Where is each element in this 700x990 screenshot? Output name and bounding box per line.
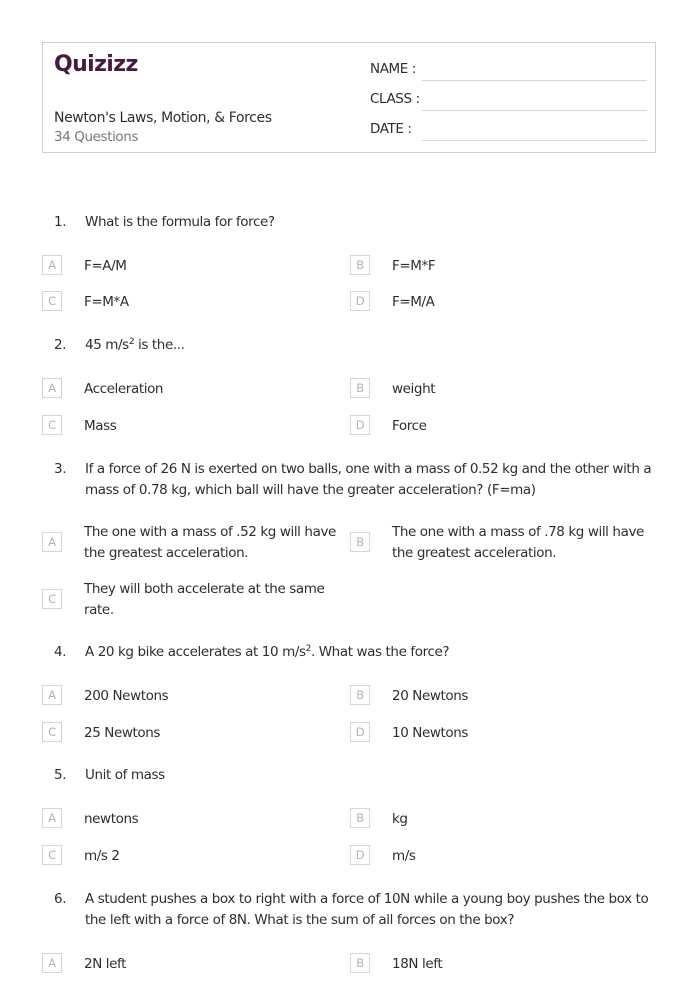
question-text: What is the formula for force? bbox=[85, 214, 275, 230]
option-text: The one with a mass of .52 kg will have the greatest acceleration. bbox=[84, 524, 336, 561]
question-text: Unit of mass bbox=[85, 767, 165, 783]
question-number: 5. bbox=[54, 767, 67, 783]
option-letter-box: A bbox=[42, 953, 62, 973]
option-text: F=M*F bbox=[392, 258, 436, 274]
option-letter-box: A bbox=[42, 685, 62, 705]
option-text: 2N left bbox=[84, 956, 127, 972]
option-text: F=A/M bbox=[84, 258, 127, 274]
question-number: 1. bbox=[54, 214, 67, 230]
worksheet-title: Newton's Laws, Motion, & Forces bbox=[54, 110, 272, 126]
option-letter-box: A bbox=[42, 808, 62, 828]
option-letter-box: D bbox=[350, 845, 370, 865]
option-text: 200 Newtons bbox=[84, 688, 169, 704]
option-letter-box: C bbox=[42, 722, 62, 742]
option-text: 20 Newtons bbox=[392, 688, 469, 704]
option-text: m/s bbox=[392, 848, 416, 864]
name-line bbox=[422, 80, 647, 81]
question-text: A student pushes a box to right with a force of 10N while a young boy pushes the box to the left with a force of 8N. What is the sum of all forces on the box? bbox=[85, 891, 649, 928]
question-text: If a force of 26 N is exerted on two balls, one with a mass of 0.52 kg and the other with a mass of 0.78 kg, which ball will have the greater acceleration? (F=ma) bbox=[85, 461, 652, 498]
option-text: m/s 2 bbox=[84, 848, 120, 864]
option-letter-box: D bbox=[350, 722, 370, 742]
class-label: CLASS : bbox=[370, 91, 420, 107]
option-letter-box: B bbox=[350, 378, 370, 398]
option-text: They will both accelerate at the same rate. bbox=[84, 581, 325, 618]
option-text: 25 Newtons bbox=[84, 725, 161, 741]
option-letter-box: A bbox=[42, 255, 62, 275]
worksheet-header bbox=[42, 42, 656, 153]
option-letter-box: B bbox=[350, 685, 370, 705]
class-line bbox=[422, 110, 647, 111]
option-text: Force bbox=[392, 418, 427, 434]
option-letter-box: B bbox=[350, 808, 370, 828]
question-number: 2. bbox=[54, 337, 67, 353]
date-label: DATE : bbox=[370, 121, 412, 137]
name-field bbox=[370, 59, 647, 81]
option-letter-box: B bbox=[350, 953, 370, 973]
option-text: Mass bbox=[84, 418, 117, 434]
option-text: kg bbox=[392, 811, 408, 827]
option-letter-box: C bbox=[42, 589, 62, 609]
option-text: 18N left bbox=[392, 956, 443, 972]
quizizz-logo: Quizizz bbox=[54, 52, 138, 77]
option-letter-box: C bbox=[42, 845, 62, 865]
option-letter-box: C bbox=[42, 291, 62, 311]
question-text: A 20 kg bike accelerates at 10 $m/s^2$. What was the force? bbox=[85, 644, 450, 660]
option-text: newtons bbox=[84, 811, 139, 827]
date-line bbox=[422, 140, 647, 141]
option-letter-box: D bbox=[350, 415, 370, 435]
option-letter-box: A bbox=[42, 532, 62, 552]
class-field bbox=[370, 89, 647, 111]
option-text: 10 Newtons bbox=[392, 725, 469, 741]
option-text: F=M*A bbox=[84, 294, 129, 310]
option-letter-box: D bbox=[350, 291, 370, 311]
option-text: F=M/A bbox=[392, 294, 435, 310]
option-text: weight bbox=[392, 381, 436, 397]
option-text: The one with a mass of .78 kg will have the greatest acceleration. bbox=[392, 524, 644, 561]
question-count: 34 Questions bbox=[54, 129, 139, 145]
question-number: 4. bbox=[54, 644, 67, 660]
option-letter-box: B bbox=[350, 532, 370, 552]
question-number: 3. bbox=[54, 461, 67, 477]
option-letter-box: C bbox=[42, 415, 62, 435]
option-letter-box: B bbox=[350, 255, 370, 275]
date-field bbox=[370, 119, 647, 141]
option-letter-box: A bbox=[42, 378, 62, 398]
option-text: Acceleration bbox=[84, 381, 164, 397]
name-label: NAME : bbox=[370, 61, 416, 77]
question-number: 6. bbox=[54, 891, 67, 907]
question-text: 45 $m/s^2$ is the... bbox=[85, 337, 185, 353]
